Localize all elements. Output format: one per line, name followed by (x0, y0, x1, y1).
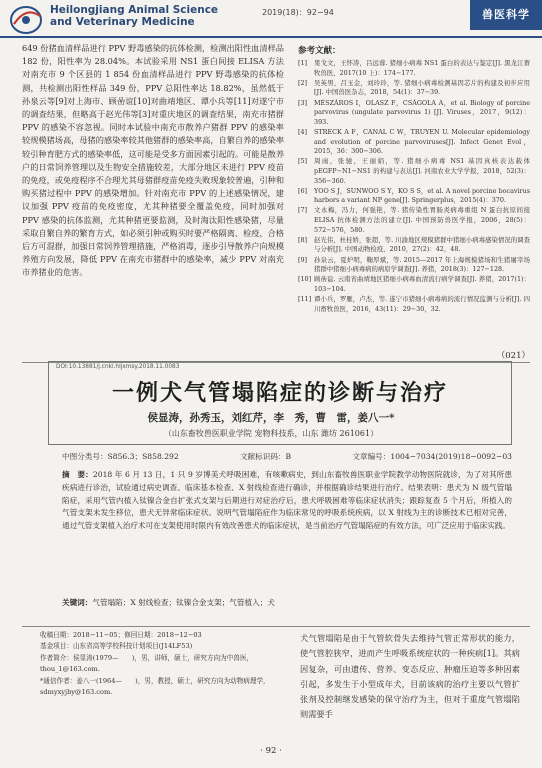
reference-item (298, 206, 530, 235)
issue-info: 2019(18)：92−94 (262, 8, 334, 17)
reference-text: MÉSZÁROS I，OLASZ F，CSÁGOLA A，et al. Biology of porcine parvovirus (ungulate parvovirus 1) [J]. Viruses，2017，9(12)：393. (314, 98, 530, 126)
reference-item (298, 157, 530, 186)
reference-text: 周雨，张驰，王丽娟，等. 猪细小病毒 NS1 基因真核表达载体 pEGFP−N1−NS1 的构建与表达[J]. 河南农业大学学报，2018，52(3)：356−360. (314, 157, 530, 185)
authors-line: 侯显涛，孙秀玉，刘红芹，李 秀，曹 雷，姜八一* (147, 412, 395, 424)
reference-text: 赵光伟，杜桂娇，张超，等. 川渝地区规模猪群中猪细小病毒感染情况的调查与分析[J]. 中国动物检疫，2010，27(2)：42，48. (314, 235, 530, 254)
keywords-block (62, 597, 512, 609)
article-end-code: （021） (496, 351, 530, 361)
author-bio: 作者简介：侯显涛(1979— )，男，讲师，硕士，研究方向为中兽医，thou_1@163.com. (40, 653, 254, 674)
reference-item (298, 128, 530, 157)
page-number: · 92 · (260, 746, 282, 756)
body-paragraph: 649 份猪血清样品进行 PPV 野毒感染的抗体检测，检测出阳性血清样品 182 份，阳性率为 28.04%。本试验采用 NS1 蛋白间接 ELISA 方法对南充市 9 个区县的 1 854 份血清样品进行 PPV 野毒感染的抗体检测，共检测出阳性样品 349 份，PPV 总阳性率达 18.82%，虽然低于孙泉云等[9]对上海市、顾嵒谊[10]对曲靖地区、谭小兵等[11]对遂宁市的调查结果，但略高于赵光伟等[3]对重庆地区的调查结果，南充市猪群 PPV 的感染不容忽视。同时本试验中南充市散养户猪群 PPV 的感染率较规模猪场高，母猪的感染率较其他猪群的感染率高，自繁自养的感染率较引种育肥方式的感染率低，这可能是受多方面因素引起的。可能是散养户的日常饲养管理以及生物安全措施较差，大部分地区未进行 PPV 疫苗的免疫，或免疫程序不合理尤其母猪群疫苗免疫失败现象较普遍，引种和购买猪过程中 PPV 的感染增加。针对南充市 PPV 的上述感染情况，建议加强 PPV 疫苗的免疫密度，尤其种猪要全覆盖免疫，同时加强对 PPV 感染的抗体监测，尤其种猪更要监测，及时淘汰阳性感染猪，尽量采取自繁自养的繁育方式，如必须引种或购买时要严格隔离、检疫，合格后方可混群，加强日常饲养管理措施，严格消毒，逐步引导散养户向规模养殖方向发展，降低 PPV 在南充市猪群中的感染率，减少 PPV 对南充市养猪业的危害。 (22, 43, 285, 278)
abstract-block (62, 469, 512, 533)
reference-number: [4] (298, 127, 308, 136)
intro-paragraph: 犬气管塌陷是由于气管软骨失去维持气管正常形状的能力，使气管腔狭窄，进而产生呼吸系统症状的一种疾病[1]。其病因复杂，可由遗传、营养、变态反应、肿瘤压迫等多种因素引起，多发生于小型成年犬，目前该病的治疗主要以气管扩张剂及控制继发感染的保守治疗为主，但对于重度气管塌陷则需要手 (300, 633, 520, 720)
funding-info: 基金项目：山东省高等学校科技计划项目(J14LF53) (40, 642, 193, 651)
reference-number: [1] (298, 59, 308, 67)
doi-line: DOI:10.13881/j.cnki.hljxmsy.2018.11.0083 (56, 364, 180, 370)
reference-text: 顾嵒谊. 云南省曲靖地区猪细小病毒血清流行病学调查[J]. 养猪，2017(1)：103−104. (314, 275, 530, 293)
document-code: 文献标识码：B (239, 452, 292, 461)
reference-number: [2] (298, 78, 308, 87)
reference-item (298, 187, 530, 206)
reference-text: YOO S J，SUNWOO S Y，KO S S，et al. A novel porcine bocavirus harbors a variant NP gene[J]. Springerplus，2015(4)：370. (314, 186, 530, 205)
left-column-text (22, 42, 284, 280)
footnote-block (40, 630, 272, 698)
references-title: 参考文献： (298, 46, 341, 56)
reference-text: 孙泉云，夏炉明，鞠厚斌，等. 2015—2017 年上海规模猪场和生猪屠宰场猪群中猪细小病毒病的病原学调查[J]. 养猪，2018(3)：127−128. (314, 255, 530, 274)
reference-text: 文永梅，冯力，何强艳，等. 猪传染性胃肠炎病毒重组 N 蛋白抗原间接 ELISA 抗体检测方法的建立[J]. 中国预防兽医学报，2006，28(5)：572−576，580. (314, 206, 530, 234)
reference-number: [5] (298, 157, 308, 166)
reference-number: [8] (298, 235, 308, 244)
received-date: 收稿日期：2018−11−05；修回日期：2018−12−03 (40, 631, 202, 639)
keywords-label: 关键词： (62, 598, 93, 607)
corresponding-author: *通信作者：姜八一(1964— )，男，教授，硕士，研究方向为动物病理学，sdmyxyjby@163.com. (40, 676, 270, 697)
reference-item (298, 236, 530, 255)
article-title: 一例犬气管塌陷症的诊断与治疗 (111, 381, 448, 406)
reference-item (298, 295, 530, 314)
journal-name-line1: Heilongjiang Animal Science (50, 4, 219, 16)
abstract-text: 2018 年 6 月 13 日，1 只 9 岁博美犬呼吸困难，有咳嗽病史，到山东畜牧兽医职业学院教学动物医院就诊，为了对其所患疾病进行诊治，试验通过病史调查、临床基本检查、X 射线检查进行确诊，并根据确诊结果进行治疗。结果表明：患犬为 N 级气管塌陷症，采用气管内植入钛镍合金自扩张式支架与后期进行对症治疗后，患犬呼吸困难等临床症状消失；跟踪复查 5 个月后，所植入的气管支架未发生移位，患犬无异常临床症状。说明气管塌陷症作为临床常见的呼吸系统疾病，以 X 射线为主的诊断技术已相对完善，通过气管支架植入治疗术可在支架使用时限内有效改善患犬的临床症状，是当前治疗气管塌陷症的有效方法，可广泛应用于临床实践。 (62, 470, 512, 531)
reference-text: 吴英男，吕玉金，刘玲玲，等. 猪细小病毒检测基因芯片的构建及初步应用[J]. 中国兽医杂志，2018，54(1)：37−39. (314, 78, 530, 97)
header-divider (0, 36, 542, 38)
reference-number: [11] (298, 295, 312, 304)
reference-item (298, 256, 530, 275)
reference-number: [6] (298, 186, 308, 195)
affiliation-line: （山东畜牧兽医职业学院 宠物科技系，山东 潍坊 261061） (163, 429, 379, 438)
clc-number: 中图分类号：S856.3；S858.292 (62, 452, 179, 461)
reference-item (298, 59, 530, 78)
article-number: 文章编号：1004−7034(2019)18−0092−03 (352, 452, 512, 461)
journal-english-name (50, 4, 218, 28)
reference-item (298, 79, 530, 98)
references-section (298, 44, 530, 315)
reference-text: STRECK A F，CANAL C W，TRUYEN U. Molecular epidemiology and evolution of porcine parvoviruses[J]. Infect Genet Evol，2015，36：300−306. (314, 127, 530, 156)
journal-name-line2: and Veterinary Medicine (50, 16, 195, 28)
reference-item (298, 275, 530, 294)
reference-list (298, 59, 530, 314)
journal-logo-icon (8, 2, 48, 36)
keywords-text: 气管塌陷；X 射线检查；钛镍合金支架；气管植入；犬 (92, 598, 275, 607)
classification-line (62, 451, 512, 462)
section-tab: 兽医科学 (470, 0, 542, 30)
footer-divider (22, 626, 530, 627)
reference-text: 谭小兵，罗雁，卢杰，等. 遂宁市猪细小病毒病的流行情况监测与分析[J]. 四川畜牧兽医，2016，43(11)：29−30，32. (314, 295, 530, 313)
reference-number: [7] (298, 206, 308, 215)
reference-item (298, 99, 530, 128)
journal-header (0, 0, 542, 38)
reference-number: [10] (298, 275, 312, 284)
reference-number: [3] (298, 98, 308, 107)
abstract-label: 摘 要： (62, 470, 93, 479)
reference-text: 果戈文，王怀涛，吕远蓉. 猪细小病毒 NS1 蛋白的表达与鉴定[J]. 黑龙江畜牧兽医，2017(10 上)：174−177. (314, 59, 530, 77)
reference-number: [9] (298, 255, 308, 264)
